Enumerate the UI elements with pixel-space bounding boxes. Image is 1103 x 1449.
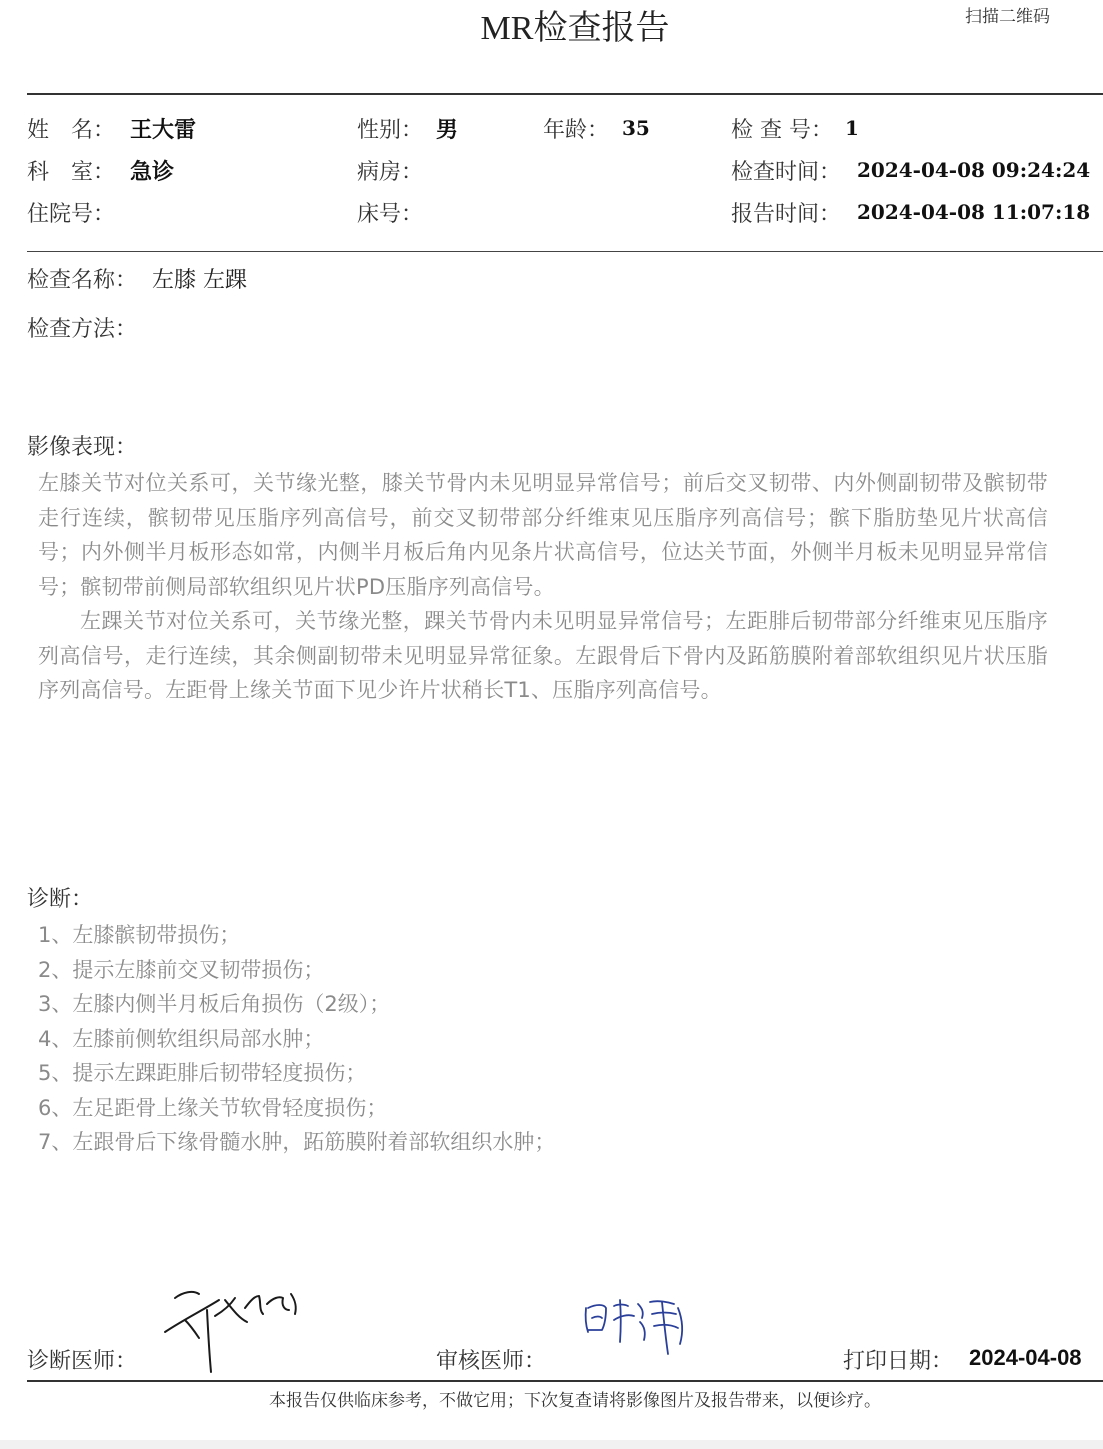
ward-label: 病房： [357, 160, 424, 185]
exam-method-label: 检查方法： [27, 317, 138, 342]
diagnosis-item: 2、提示左膝前交叉韧带损伤； [38, 957, 325, 982]
patient-age: 35 [622, 116, 650, 140]
disclaimer: 本报告仅供临床参考，不做它用；下次复查请将影像图片及报告带来，以便诊疗。 [269, 1391, 881, 1411]
name-label: 姓 名： [27, 118, 116, 143]
exam-no: 1 [845, 116, 859, 140]
footer-divider [27, 1380, 1103, 1382]
diagnosis-item: 6、左足距骨上缘关节软骨轻度损伤； [38, 1095, 388, 1120]
diagnosis-item: 7、左跟骨后下缘骨髓水肿，跖筋膜附着部软组织水肿； [38, 1130, 556, 1154]
diagnosis-item: 5、提示左踝距腓后韧带轻度损伤； [38, 1061, 367, 1085]
report-time: 2024-04-08 11:07:18 [857, 200, 1091, 224]
findings-text [38, 466, 1048, 708]
age-label: 年龄： [543, 118, 610, 143]
exam-time-label: 检查时间： [731, 160, 842, 185]
diagnosing-doctor-signature [155, 1280, 305, 1375]
diagnosing-doctor-label: 诊断医师： [27, 1349, 138, 1374]
findings-paragraph-ankle: 左踝关节对位关系可，关节缘光整，踝关节骨内未见明显异常信号；左距腓后韧带部分纤维束见压脂序列高信号，走行连续，其余侧副韧带未见明显异常征象。左跟骨后下骨内及跖筋膜附着部软组织见片状压脂序列高信号。左距骨上缘关节面下见少许片状稍长T1、压脂序列高信号。 [38, 609, 1048, 702]
reviewing-doctor-label: 审核医师： [436, 1349, 547, 1374]
dept-label: 科 室： [27, 160, 116, 185]
exam-no-label: 检 查 号： [731, 118, 833, 143]
report-time-label: 报告时间： [731, 202, 842, 227]
report-title [0, 0, 1103, 49]
qr-code-hint: 扫描二维码 [965, 7, 1050, 27]
diagnosis-list [38, 918, 555, 1160]
findings-label: 影像表现： [27, 435, 138, 460]
reviewing-doctor-signature [580, 1296, 695, 1366]
inpatient-label: 住院号： [27, 202, 116, 227]
print-date: 2024-04-08 [969, 1345, 1082, 1370]
diagnosis-label: 诊断： [27, 887, 94, 912]
gender-label: 性别： [357, 118, 424, 143]
bottom-band [0, 1440, 1103, 1449]
diagnosis-item: 1、左膝髌韧带损伤； [38, 923, 241, 947]
report-title-prefix: MR [480, 10, 534, 47]
findings-paragraph-knee: 左膝关节对位关系可，关节缘光整，膝关节骨内未见明显异常信号；前后交叉韧带、内外侧副韧带及髌韧带走行连续，髌韧带见压脂序列高信号，前交叉韧带部分纤维束见压脂序列高信号；髌下脂肪垫见片状高信号；内外侧半月板形态如常，内侧半月板后角内见条片状高信号，位达关节面，外侧半月板未见明显异常信号；髌韧带前侧局部软组织见片状PD压脂序列高信号。 [38, 471, 1048, 599]
print-date-label: 打印日期： [843, 1349, 954, 1374]
patient-name: 王大雷 [130, 118, 197, 143]
info-divider [27, 251, 1103, 252]
bed-label: 床号： [357, 202, 424, 227]
report-title-main: 检查报告 [533, 8, 670, 48]
diagnosis-item: 4、左膝前侧软组织局部水肿； [38, 1026, 325, 1051]
patient-dept: 急诊 [130, 160, 175, 185]
exam-time: 2024-04-08 09:24:24 [857, 158, 1091, 182]
diagnosis-item: 3、左膝内侧半月板后角损伤（2级）； [38, 992, 391, 1016]
header-divider [27, 93, 1103, 95]
exam-name: 左膝 左踝 [152, 268, 247, 293]
exam-name-label: 检查名称： [27, 268, 138, 293]
patient-gender: 男 [436, 118, 459, 143]
